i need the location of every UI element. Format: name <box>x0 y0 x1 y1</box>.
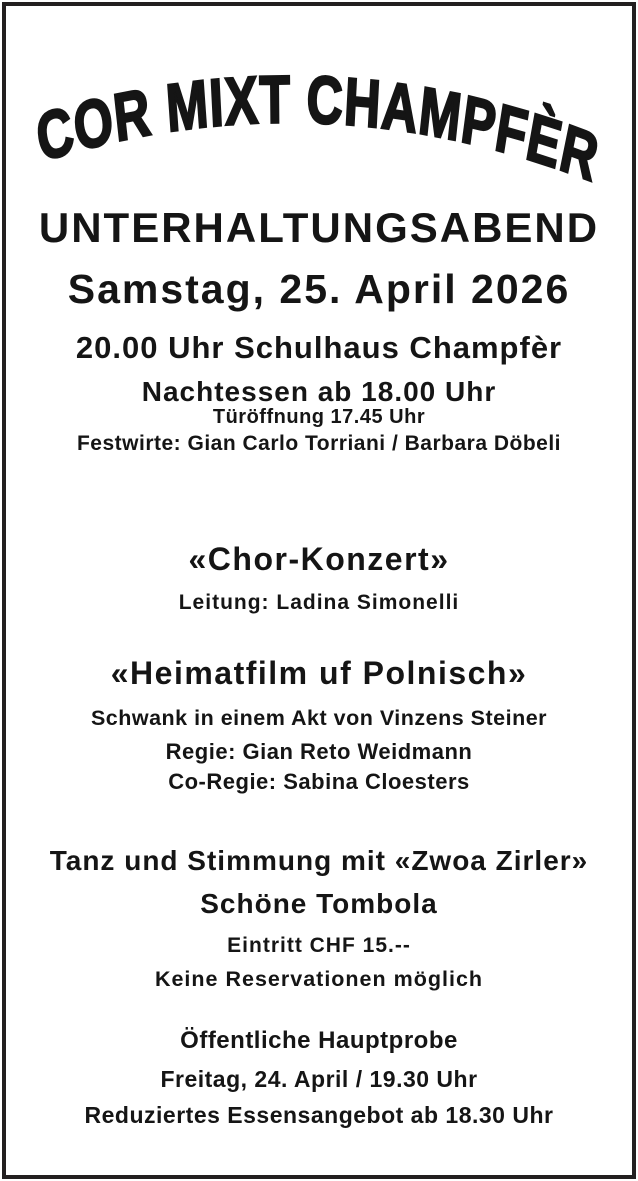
svg-text:COR MIXT CHAMPFÈR <box>31 61 605 195</box>
arch-title-text: COR MIXT CHAMPFÈR <box>31 61 606 195</box>
hosts-info: Festwirte: Gian Carlo Torriani / Barbara Döbeli <box>76 432 562 455</box>
play-title: «Heimatfilm uf Polnisch» <box>110 655 528 691</box>
dinner-info: Nachtessen ab 18.00 Uhr <box>141 376 497 407</box>
event-venue: 20.00 Uhr Schulhaus Champfèr <box>75 330 563 365</box>
reservation-notice: Keine Reservationen möglich <box>154 967 484 991</box>
rehearsal-title: Öffentliche Hauptprobe <box>180 1027 458 1054</box>
arch-title-graphic <box>0 55 638 195</box>
play-co-director: Co-Regie: Sabina Cloesters <box>168 769 470 794</box>
dance-band-info: Tanz und Stimmung mit «Zwoa Zirler» <box>49 845 589 876</box>
rehearsal-date: Freitag, 24. April / 19.30 Uhr <box>160 1066 478 1092</box>
doors-open-info: Türöffnung 17.45 Uhr <box>212 406 426 428</box>
rehearsal-food-info: Reduziertes Essensangebot ab 18.30 Uhr <box>84 1102 554 1128</box>
headline: UNTERHALTUNGSABEND <box>38 204 600 251</box>
play-subtitle: Schwank in einem Akt von Vinzens Steiner <box>90 706 548 730</box>
tombola-info: Schöne Tombola <box>200 888 438 919</box>
concert-conductor: Leitung: Ladina Simonelli <box>178 591 460 614</box>
event-date: Samstag, 25. April 2026 <box>67 266 571 312</box>
concert-title: «Chor-Konzert» <box>188 541 450 577</box>
play-director: Regie: Gian Reto Weidmann <box>165 739 473 764</box>
admission-price: Eintritt CHF 15.-- <box>227 934 411 957</box>
